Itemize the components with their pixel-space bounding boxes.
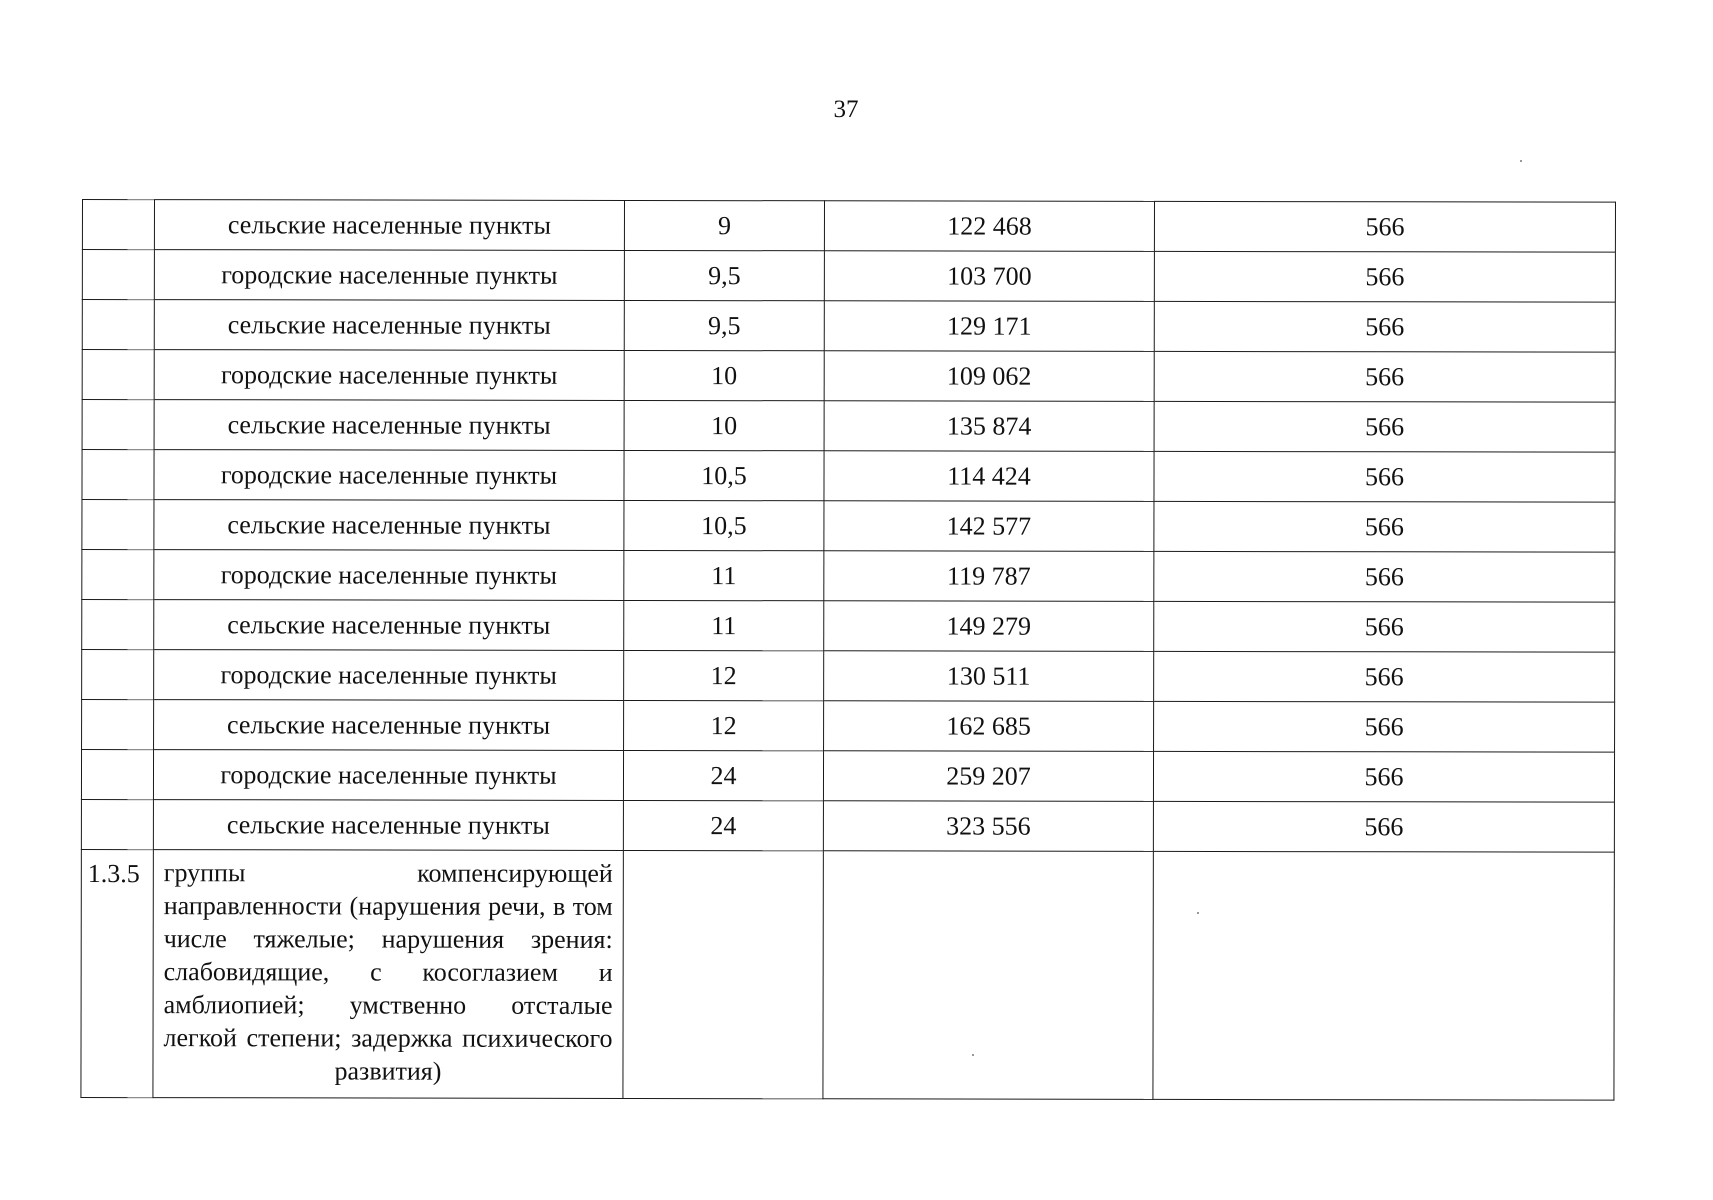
amount-cell: 109 062: [824, 351, 1154, 402]
row-number-cell: [81, 799, 153, 849]
settlement-type-cell: городские населенные пункты: [153, 750, 623, 801]
row-number-cell: [82, 350, 154, 400]
section-row: [81, 849, 1614, 1100]
row-number-cell: [82, 500, 154, 550]
code-cell: 566: [1154, 501, 1615, 552]
row-number-cell: [82, 400, 154, 450]
hours-cell: 11: [624, 550, 824, 600]
code-cell: 566: [1154, 351, 1615, 402]
table-row: [82, 450, 1615, 503]
settlement-type-cell: городские населенные пункты: [154, 350, 624, 401]
table-row: [82, 250, 1615, 303]
amount-cell: 149 279: [824, 601, 1154, 652]
amount-cell: 323 556: [823, 801, 1153, 852]
row-number-cell: [82, 550, 154, 600]
table-row: [81, 799, 1614, 852]
row-number-cell: [82, 600, 154, 650]
hours-cell: 9,5: [624, 250, 824, 300]
hours-cell: 9: [624, 200, 824, 250]
amount-cell: 259 207: [823, 751, 1153, 802]
row-number-cell: [82, 300, 154, 350]
scan-speck: [1520, 160, 1522, 162]
settlement-type-cell: сельские населенные пункты: [154, 400, 624, 451]
code-cell: 566: [1154, 551, 1615, 602]
row-number-cell: [82, 700, 154, 750]
empty-hours-cell: [623, 850, 823, 1098]
settlement-type-cell: сельские населенные пункты: [153, 800, 623, 851]
section-description-cell: группы компенсирующей направленности (нарушения речи, в том числе тяжелые; нарушения зрения: слабовидящие, с косоглазием и амблиопией; умственно отсталые легкой степени; задержка психического развития): [153, 850, 623, 1099]
settlement-type-cell: городские населенные пункты: [154, 550, 624, 601]
scan-speck: [1197, 912, 1199, 914]
hours-cell: 24: [623, 750, 823, 800]
tariff-table: [80, 199, 1616, 1101]
settlement-type-cell: городские населенные пункты: [154, 650, 624, 701]
code-cell: 566: [1154, 451, 1615, 502]
amount-cell: 129 171: [824, 301, 1154, 352]
code-cell: 566: [1154, 651, 1615, 702]
code-cell: 566: [1153, 751, 1614, 802]
code-cell: 566: [1154, 601, 1615, 652]
scan-speck: [972, 1054, 974, 1056]
code-cell: 566: [1154, 301, 1615, 352]
section-number-cell: 1.3.5: [81, 849, 153, 1097]
amount-cell: 142 577: [824, 501, 1154, 552]
row-number-cell: [82, 650, 154, 700]
hours-cell: 24: [623, 800, 823, 850]
settlement-type-cell: сельские населенные пункты: [154, 600, 624, 651]
hours-cell: 12: [624, 650, 824, 700]
hours-cell: 10: [624, 350, 824, 400]
amount-cell: 162 685: [824, 701, 1154, 752]
hours-cell: 10,5: [624, 500, 824, 550]
row-number-cell: [82, 450, 154, 500]
amount-cell: 122 468: [824, 201, 1154, 252]
page-number: 37: [833, 96, 859, 123]
code-cell: 566: [1154, 201, 1615, 252]
table-row: [82, 400, 1615, 453]
hours-cell: 10: [624, 400, 824, 450]
table-row: [82, 500, 1615, 553]
code-cell: 566: [1154, 251, 1615, 302]
code-cell: 566: [1153, 801, 1614, 852]
empty-code-cell: [1153, 851, 1614, 1100]
table-row: [82, 550, 1615, 603]
table-row: [82, 350, 1615, 403]
hours-cell: 11: [624, 600, 824, 650]
hours-cell: 12: [624, 700, 824, 750]
table-row: [82, 200, 1615, 253]
table-row: [81, 750, 1614, 803]
row-number-cell: [82, 250, 154, 300]
settlement-type-cell: сельские населенные пункты: [154, 500, 624, 551]
table-row: [82, 700, 1615, 753]
settlement-type-cell: сельские населенные пункты: [154, 300, 624, 351]
hours-cell: 10,5: [624, 450, 824, 500]
row-number-cell: [82, 200, 154, 250]
table-row: [82, 300, 1615, 353]
amount-cell: 119 787: [824, 551, 1154, 602]
code-cell: 566: [1154, 401, 1615, 452]
empty-amount-cell: [823, 851, 1153, 1100]
amount-cell: 114 424: [824, 451, 1154, 502]
table-row: [82, 650, 1615, 703]
settlement-type-cell: сельские населенные пункты: [154, 200, 624, 251]
amount-cell: 130 511: [824, 651, 1154, 702]
table-row: [82, 600, 1615, 653]
code-cell: 566: [1154, 701, 1615, 752]
row-number-cell: [81, 750, 153, 800]
settlement-type-cell: сельские населенные пункты: [154, 700, 624, 751]
settlement-type-cell: городские населенные пункты: [154, 250, 624, 301]
amount-cell: 103 700: [824, 251, 1154, 302]
hours-cell: 9,5: [624, 300, 824, 350]
amount-cell: 135 874: [824, 401, 1154, 452]
settlement-type-cell: городские населенные пункты: [154, 450, 624, 501]
